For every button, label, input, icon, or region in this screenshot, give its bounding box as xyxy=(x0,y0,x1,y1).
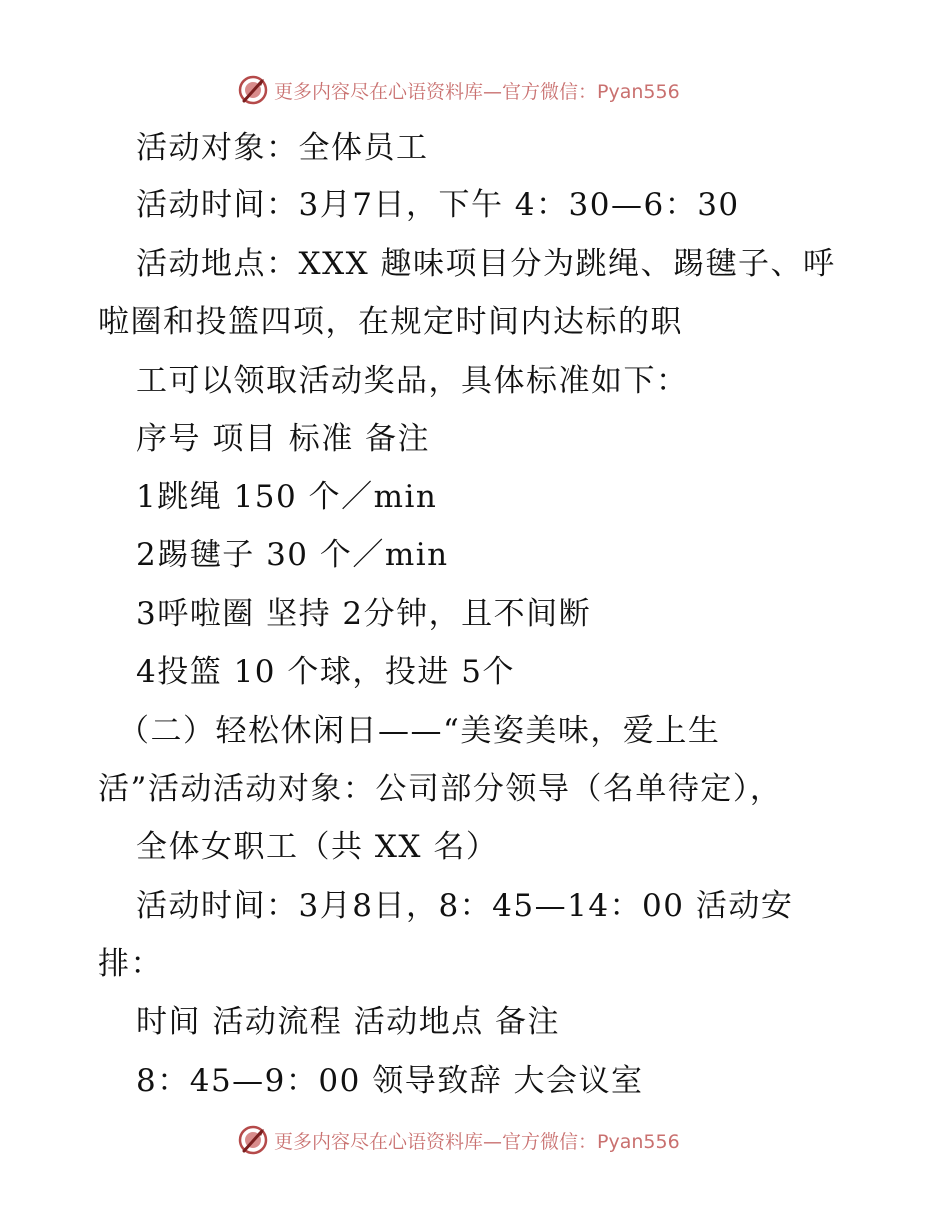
watermark-text: 更多内容尽在心语资料库—官方微信：Pyan556 xyxy=(274,1130,680,1153)
text-line: 活动时间：3月7日，下午 4：30—6：30 xyxy=(136,187,740,223)
table-row-line: 1跳绳 150 个／min xyxy=(136,479,438,515)
text-line: 活动地点：XXX 趣味项目分为跳绳、踢毽子、呼 xyxy=(136,246,836,282)
text-line: 啦圈和投篮四项，在规定时间内达标的职 xyxy=(98,304,683,340)
text-line: 排： xyxy=(98,946,163,982)
quill-logo-icon xyxy=(238,1125,268,1155)
quill-logo-icon xyxy=(238,75,268,105)
table-header-line: 序号 项目 标准 备注 xyxy=(136,421,431,457)
text-line: 活”活动活动对象：公司部分领导（名单待定）， xyxy=(98,771,783,807)
watermark-footer xyxy=(238,1123,680,1157)
section-heading: （二）轻松休闲日——“美姿美味，爱上生 xyxy=(118,713,721,749)
table-row-line: 4投篮 10 个球，投进 5个 xyxy=(136,654,515,690)
table-row-line: 2踢毽子 30 个／min xyxy=(136,537,449,573)
text-line: 活动时间：3月8日，8：45—14：00 活动安 xyxy=(136,888,794,924)
watermark-text: 更多内容尽在心语资料库—官方微信：Pyan556 xyxy=(274,80,680,103)
table-header-line: 时间 活动流程 活动地点 备注 xyxy=(136,1004,561,1040)
table-row-line: 8：45—9：00 领导致辞 大会议室 xyxy=(136,1063,644,1099)
table-row-line: 3呼啦圈 坚持 2分钟，且不间断 xyxy=(136,596,592,632)
watermark-header xyxy=(238,73,680,107)
text-line: 全体女职工（共 XX 名） xyxy=(136,829,499,865)
text-line: 工可以领取活动奖品，具体标准如下： xyxy=(136,363,689,399)
text-line: 活动对象：全体员工 xyxy=(136,130,429,166)
